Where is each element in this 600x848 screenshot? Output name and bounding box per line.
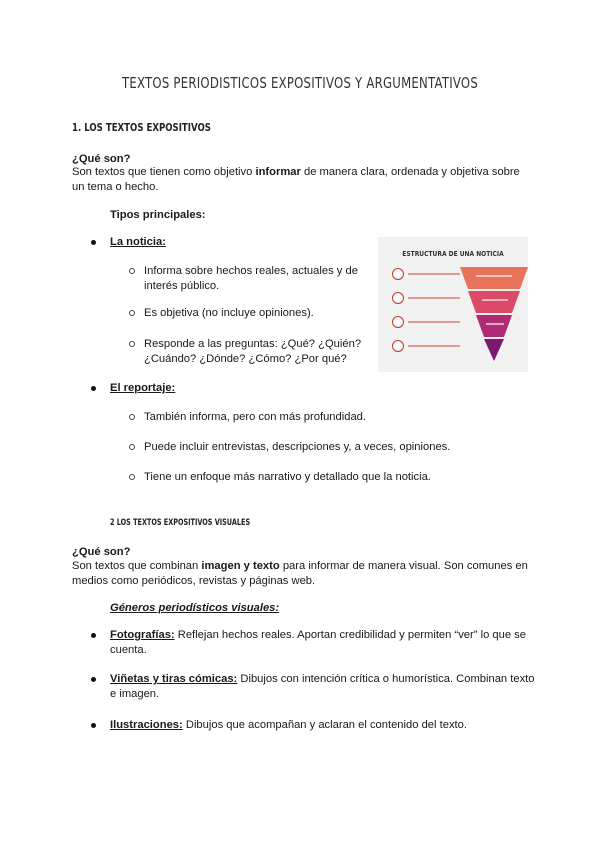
genres-heading: Géneros periodísticos visuales:	[110, 602, 280, 614]
pyramid-tier-4	[484, 339, 504, 361]
noticia-label: La noticia:	[110, 236, 166, 248]
pyramid-tier-1	[460, 267, 528, 289]
genre-item-vinetas	[110, 672, 540, 702]
reportaje-item-2: Puede incluir entrevistas, descripciones y, a veces, opiniones.	[144, 441, 451, 453]
bullet-icon	[91, 723, 96, 728]
noticia-item-2: Es objetiva (no incluye opiniones).	[144, 307, 314, 319]
document-title: TEXTOS PERIODISTICOS EXPOSITIVOS Y ARGUMENTATIVOS	[121, 74, 479, 92]
intro-bold: imagen y texto	[201, 560, 280, 572]
reportaje-label: El reportaje:	[110, 382, 176, 394]
bullet-icon	[91, 677, 96, 682]
inverted-pyramid-icon	[378, 237, 528, 372]
section1-question: ¿Qué son?	[72, 153, 131, 165]
genre-text-line2: cuenta.	[110, 644, 147, 656]
genre-text: Reflejan hechos reales. Aportan credibilidad y permiten “ver” lo que se	[174, 629, 526, 641]
pyramid-tier-3	[476, 315, 512, 337]
section1-intro	[72, 165, 532, 195]
genre-item-ilustraciones	[110, 718, 540, 733]
intro-text-line2: medios como periódicos, revistas y páginas web.	[72, 575, 316, 587]
section2-intro	[72, 559, 532, 589]
intro-text-rest: de manera clara, ordenada y objetiva sobre	[300, 166, 520, 178]
bullet-icon	[91, 386, 96, 391]
intro-bold: informar	[255, 166, 301, 178]
reportaje-item-3: Tiene un enfoque más narrativo y detallado que la noticia.	[144, 471, 431, 483]
types-heading: Tipos principales:	[110, 209, 206, 221]
news-structure-figure	[378, 237, 528, 372]
noticia-item-3	[144, 337, 361, 367]
reportaje-item-1: También informa, pero con más profundidad.	[144, 411, 367, 423]
bullet-icon	[91, 633, 96, 638]
sub-bullet-icon	[129, 444, 135, 450]
intro-text-rest: para informar de manera visual. Son comunes en	[279, 560, 528, 572]
genre-label: Viñetas y tiras cómicas:	[110, 673, 238, 685]
genre-label: Fotografías:	[110, 629, 175, 641]
sub-bullet-icon	[129, 310, 135, 316]
noticia-item-3-line2: ¿Cuándo? ¿Dónde? ¿Cómo? ¿Por qué?	[144, 353, 347, 365]
intro-text: Son textos que combinan	[72, 560, 202, 572]
intro-text: Son textos que tienen como objetivo	[72, 166, 256, 178]
bullet-icon	[91, 240, 96, 245]
sub-bullet-icon	[129, 414, 135, 420]
sub-bullet-icon	[129, 474, 135, 480]
noticia-item-1-line1: Informa sobre hechos reales, actuales y de	[144, 265, 358, 277]
noticia-item-3-line1: Responde a las preguntas: ¿Qué? ¿Quién?	[144, 338, 362, 350]
section1-heading: 1. LOS TEXTOS EXPOSITIVOS	[72, 121, 211, 134]
noticia-item-1	[144, 264, 358, 294]
figure-title: ESTRUCTURA DE UNA NOTICIA	[402, 250, 504, 258]
noticia-item-1-line2: interés público.	[144, 280, 220, 292]
genre-text-line2: e imagen.	[110, 688, 160, 700]
sub-bullet-icon	[129, 268, 135, 274]
section2-heading: 2 LOS TEXTOS EXPOSITIVOS VISUALES	[110, 518, 251, 528]
genre-text: Dibujos con intención crítica o humorística. Combinan texto	[237, 673, 535, 685]
sub-bullet-icon	[129, 341, 135, 347]
genre-label: Ilustraciones:	[110, 719, 183, 731]
pyramid-tier-2	[468, 291, 520, 313]
genre-item-fotografias	[110, 628, 540, 658]
intro-text-line2: un tema o hecho.	[72, 181, 159, 193]
genre-text: Dibujos que acompañan y aclaran el contenido del texto.	[182, 719, 467, 731]
section2-question: ¿Qué son?	[72, 546, 131, 558]
